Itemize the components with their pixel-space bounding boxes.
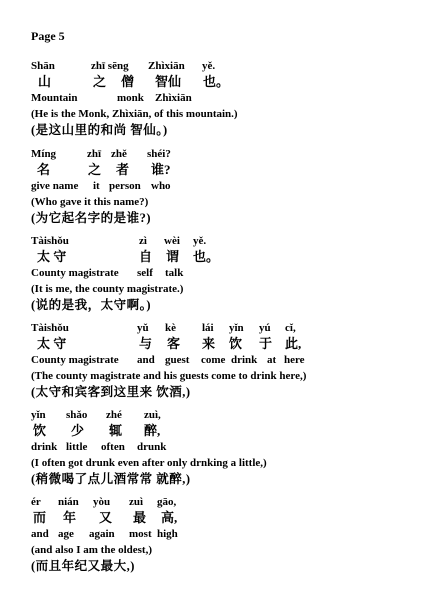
pinyin-word: zhī	[87, 148, 102, 160]
gloss-word: guest	[165, 354, 190, 366]
hanzi-line	[31, 74, 238, 90]
gloss-word: most	[129, 528, 152, 540]
gloss-word: Zhìxiān	[155, 92, 192, 104]
gloss-word: drink	[231, 354, 258, 366]
pinyin-word: ér	[31, 496, 41, 508]
pinyin-word: Shān	[31, 60, 55, 72]
pinyin-word: cǐ,	[285, 322, 296, 334]
gloss-line	[31, 352, 306, 368]
gloss-word: age	[58, 528, 74, 540]
chinese-translation: (而且年纪又最大,)	[31, 559, 135, 573]
pinyin-line	[31, 407, 267, 423]
gloss-word: County magistrate	[31, 267, 119, 279]
gloss-word: give name	[31, 180, 79, 192]
english-translation: (He is the Monk, Zhìxiān, of this mountain.)	[31, 108, 238, 120]
gloss-word: who	[151, 180, 171, 192]
pinyin-word: yǐn	[229, 322, 244, 334]
hanzi-word: 醉,	[144, 423, 161, 438]
hanzi-word: 也。	[193, 249, 220, 264]
pinyin-line	[31, 320, 306, 336]
english-translation: (and also I am the oldest,)	[31, 544, 153, 556]
hanzi-word: 来	[202, 336, 216, 351]
gloss-word: person	[109, 180, 141, 192]
gloss-line	[31, 265, 183, 281]
pinyin-word: zhī sēng	[91, 60, 129, 72]
chinese-translation: (说的是我，太守啊。)	[31, 298, 152, 312]
hanzi-word: 饮	[229, 336, 243, 351]
gloss-word: high	[157, 528, 178, 540]
gloss-line	[31, 178, 171, 194]
hanzi-word: 少	[71, 423, 85, 438]
pinyin-word: shéi?	[147, 148, 171, 160]
pinyin-word: yǐn	[31, 409, 46, 421]
chinese-translation: (太守和宾客到这里来 饮酒,)	[31, 385, 191, 399]
hanzi-word: 智仙	[155, 74, 182, 89]
gloss-word: County magistrate	[31, 354, 119, 366]
pinyin-word: kè	[165, 322, 176, 334]
hanzi-word: 谁?	[151, 162, 171, 177]
hanzi-word: 僧	[121, 74, 135, 89]
hanzi-word: 最	[133, 510, 147, 525]
pinyin-line	[31, 233, 207, 249]
hanzi-word: 名	[37, 162, 51, 177]
gloss-word: drink	[31, 441, 58, 453]
gloss-word: monk	[117, 92, 144, 104]
gloss-word: come	[201, 354, 226, 366]
pinyin-word: Míng	[31, 148, 57, 160]
hanzi-line	[31, 249, 220, 265]
gloss-word: at	[267, 354, 277, 366]
pinyin-word: yǔ	[137, 322, 149, 334]
pinyin-word: nián	[58, 496, 79, 508]
pinyin-word: yú	[259, 322, 271, 334]
pinyin-line	[31, 146, 171, 162]
gloss-word: here	[284, 354, 305, 366]
hanzi-word: 饮	[33, 423, 47, 438]
pinyin-word: zì	[139, 235, 147, 247]
english-translation: (I often got drunk even after only drnking a little,)	[31, 457, 267, 469]
english-translation: (The county magistrate and his guests come to drink here,)	[31, 370, 307, 382]
pinyin-word: yòu	[93, 496, 111, 508]
hanzi-word: 与	[139, 336, 153, 351]
verse-block	[31, 233, 220, 313]
chinese-translation: (稍微喝了点儿酒常常 就醉,)	[31, 472, 191, 486]
pinyin-word: shǎo	[66, 409, 88, 421]
verse-block	[31, 320, 306, 400]
hanzi-word: 年	[63, 510, 77, 525]
hanzi-word: 太 守	[37, 249, 67, 264]
hanzi-word: 者	[116, 162, 130, 177]
gloss-line	[31, 439, 267, 455]
gloss-word: talk	[165, 267, 184, 279]
verse-block	[31, 407, 267, 487]
hanzi-line	[31, 510, 178, 526]
verse-block	[31, 146, 171, 226]
gloss-word: Mountain	[31, 92, 78, 104]
hanzi-word: 客	[167, 336, 181, 351]
english-translation: (Who gave it this name?)	[31, 196, 149, 208]
hanzi-word: 也。	[203, 74, 230, 89]
pinyin-word: yě.	[193, 235, 207, 247]
english-translation: (It is me, the county magistrate.)	[31, 283, 184, 295]
pinyin-word: Tàishǒu	[31, 235, 69, 247]
gloss-word: little	[66, 441, 88, 453]
pinyin-word: zuì	[129, 496, 144, 508]
pinyin-word: Tàishǒu	[31, 322, 69, 334]
hanzi-word: 于	[259, 336, 273, 351]
gloss-word: drunk	[137, 441, 167, 453]
hanzi-line	[31, 423, 267, 439]
hanzi-word: 之	[93, 74, 107, 89]
pinyin-word: yě.	[202, 60, 216, 72]
hanzi-word: 高,	[161, 510, 178, 525]
hanzi-word: 山	[38, 74, 52, 89]
gloss-line	[31, 526, 178, 542]
chinese-translation: (是这山里的和尚 智仙。)	[31, 123, 168, 137]
hanzi-word: 太 守	[37, 336, 67, 351]
hanzi-line	[31, 336, 306, 352]
pinyin-word: zuì,	[144, 409, 161, 421]
hanzi-word: 又	[99, 510, 113, 525]
pinyin-word: wèi	[164, 235, 180, 247]
pinyin-line	[31, 494, 177, 510]
hanzi-word: 此,	[285, 336, 302, 351]
gloss-word: and	[137, 354, 155, 366]
page-number: Page 5	[31, 29, 65, 43]
gloss-word: self	[137, 267, 153, 279]
hanzi-line	[31, 162, 171, 178]
gloss-word: and	[31, 528, 49, 540]
pinyin-word: lái	[202, 322, 214, 334]
hanzi-word: 自	[139, 249, 153, 264]
gloss-line	[31, 90, 238, 106]
verse-block	[31, 58, 238, 138]
gloss-word: it	[93, 180, 100, 192]
pinyin-word: gāo,	[157, 496, 177, 508]
verse-block	[31, 494, 178, 574]
pinyin-word: zhě	[111, 148, 127, 160]
hanzi-word: 谓	[166, 249, 180, 264]
pinyin-line	[31, 58, 238, 74]
gloss-word: often	[101, 441, 125, 453]
chinese-translation: (为它起名字的是谁?)	[31, 211, 152, 225]
hanzi-word: 辄	[109, 423, 123, 438]
hanzi-word: 之	[88, 162, 102, 177]
pinyin-word: Zhìxiān	[148, 60, 185, 72]
gloss-word: again	[89, 528, 115, 540]
hanzi-word: 而	[33, 510, 47, 525]
pinyin-word: zhé	[106, 409, 122, 421]
